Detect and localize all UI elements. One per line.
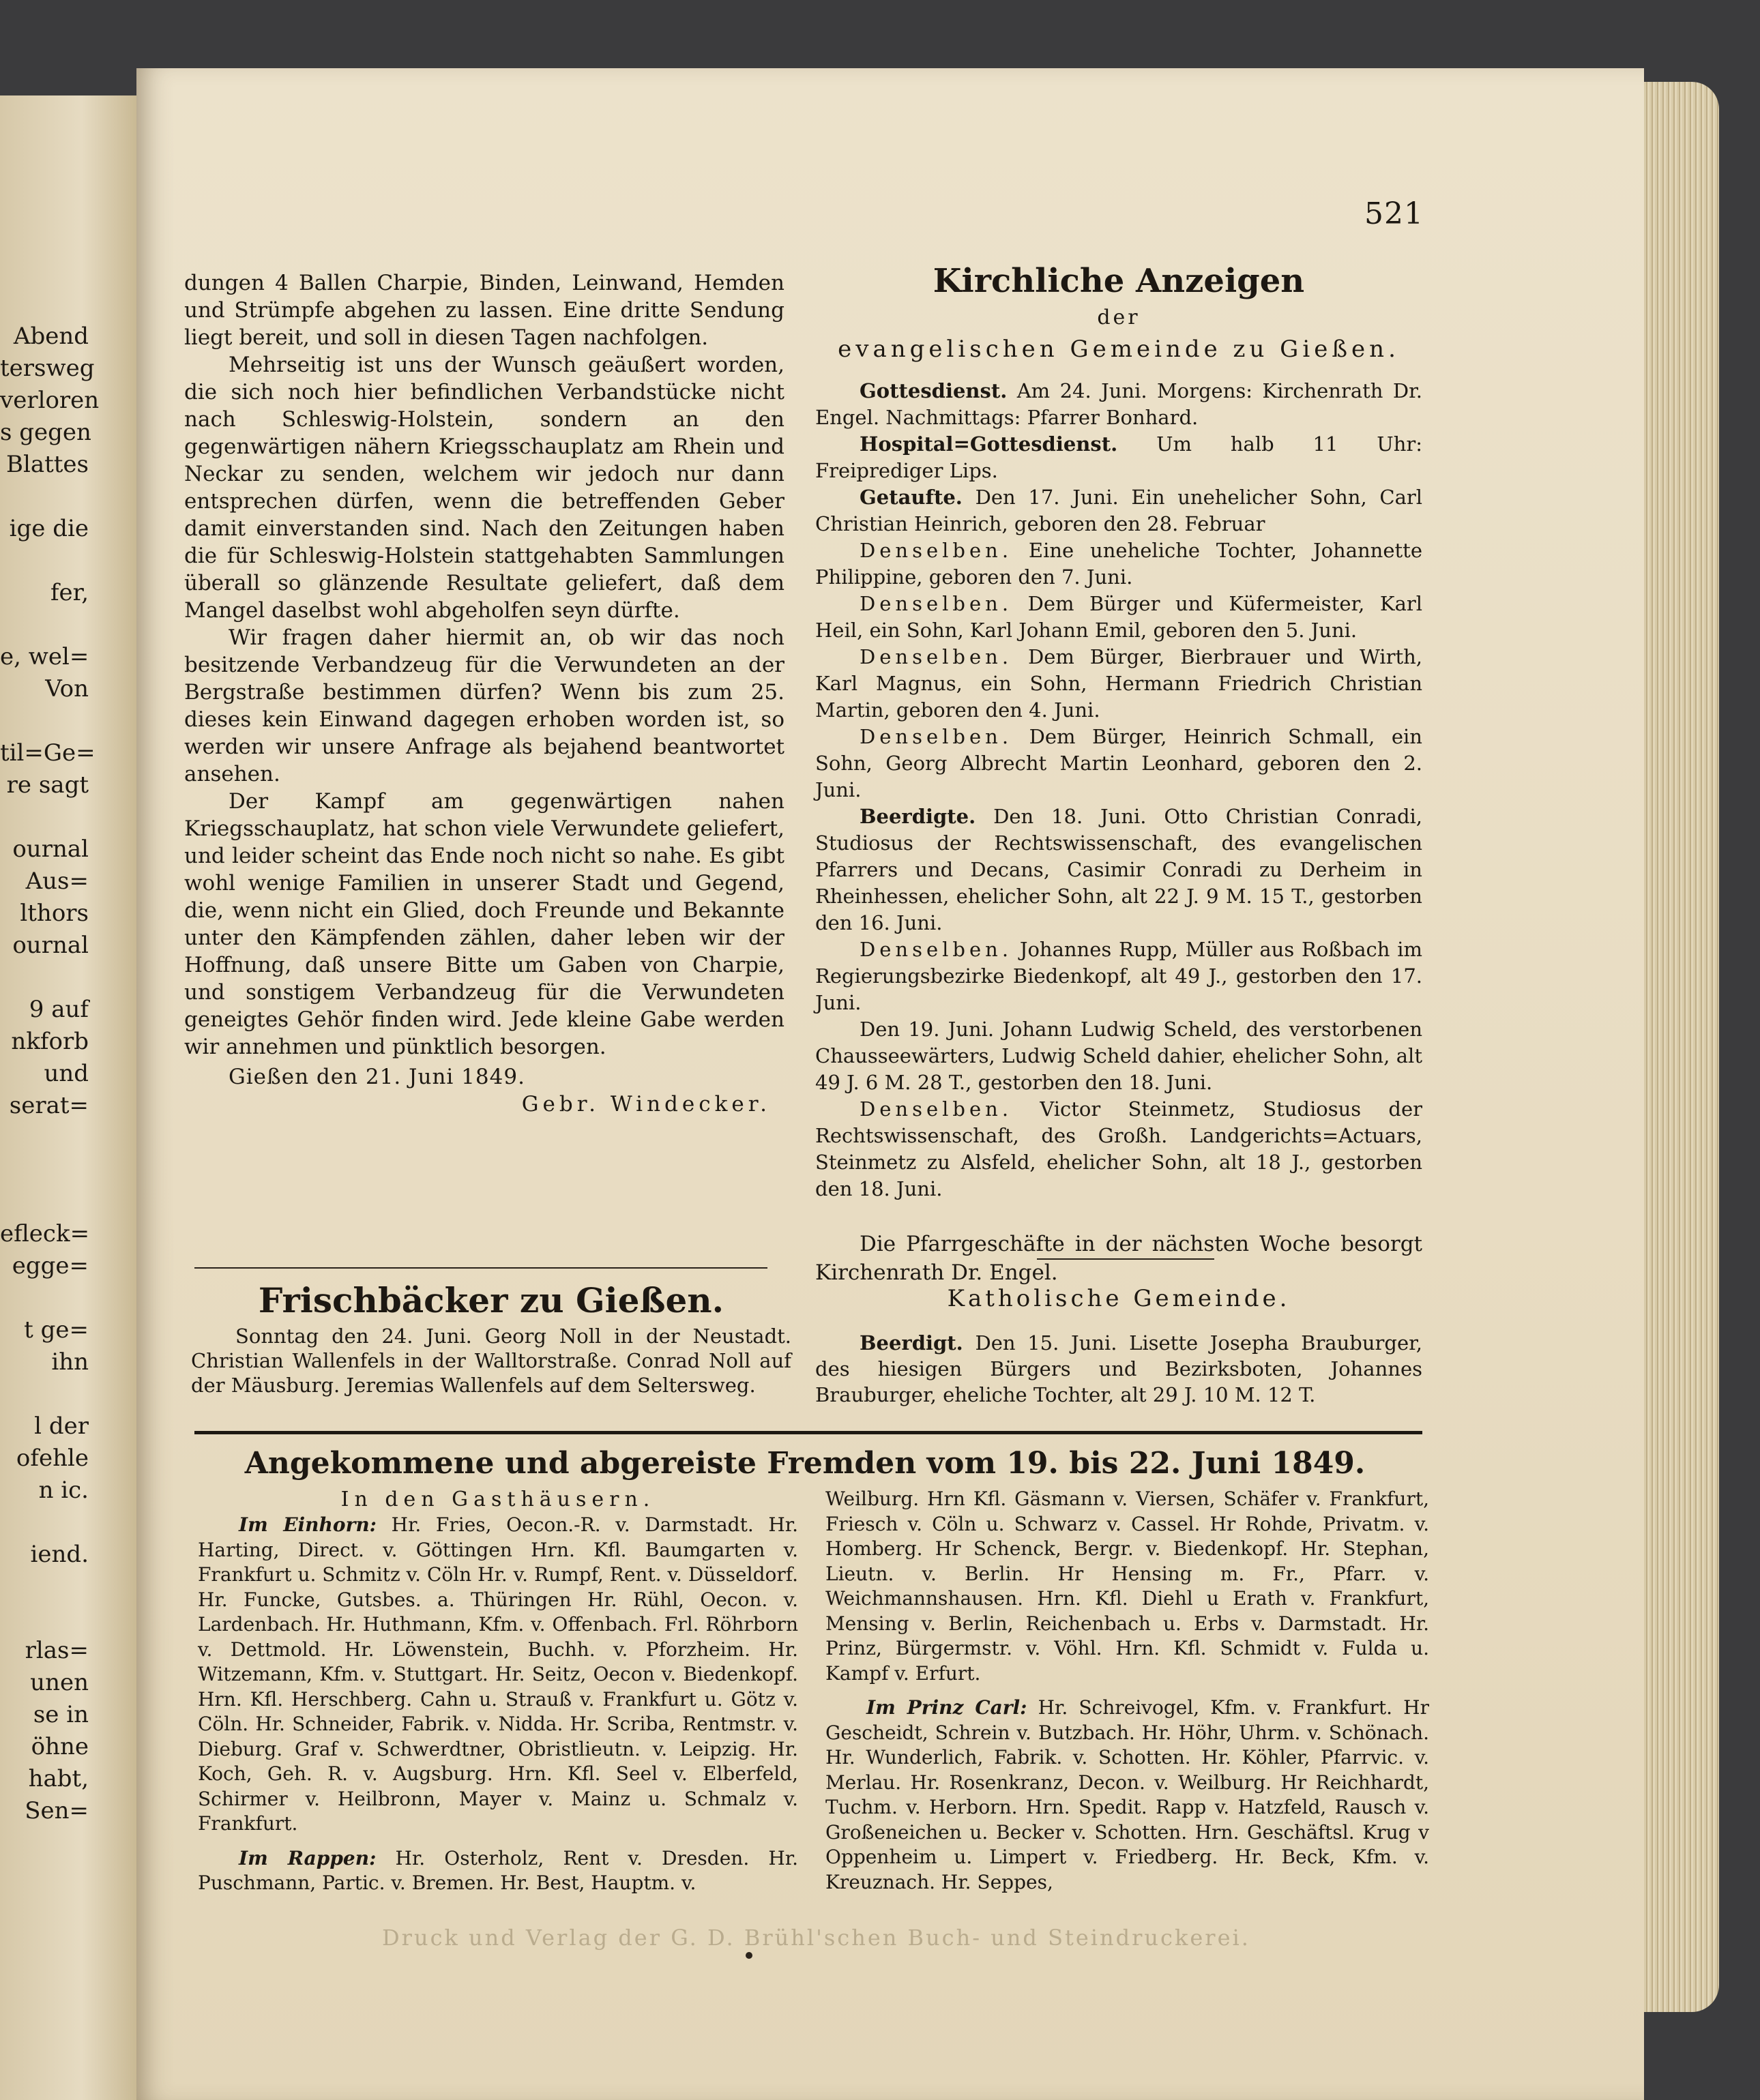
guest-list: Hr. Osterholz, Rent v. Dresden. Hr. Puschmann, Partic. v. Bremen. Hr. Best, Hauptm. v.	[198, 1846, 798, 1894]
guest-list: Weilburg. Hrn Kfl. Gäsmann v. Viersen, Schäfer v. Frankfurt, Friesch v. Cöln u. Schwarz v. Cassel. Hr Rohde, Privatm. v. Homberg. Hr Schenck, Bergr. v. Biedenkopf. Hr. Stephan, Lieutn. v. Berlin. Hr Hensing m. Fr., Pfarr. v. Weichmannshausen. Hrn. Kfl. Diehl u Erath v. Frankfurt, Mensing v. Berlin, Reichenbach u. Erbs v. Darmstadt. Hr. Prinz, Bürgermstr. v. Vöhl. Hrn. Kfl. Schmidt v. Fulda u. Kampf v. Erfurt.	[825, 1488, 1429, 1685]
guest-list: Hr. Schreivogel, Kfm. v. Frankfurt. Hr Gescheidt, Schrein v. Butzbach. Hr. Höhr, Uhrm. v. Schönach. Hr. Wunderlich, Fabrik. v. Schotten. Hr. Köhler, Pfarrvic. v. Merlau. Hr. Rosenkranz, Decon. v. Weilburg. Hr Reichhardt, Tuchm. v. Herborn. Hrn. Spedit. Rapp v. Hatzfeld, Rausch v. Großeneichen u. Becker v. Schotten. Hrn. Geschäftsl. Krug v Oppenheim u. Limpert v. Friedberg. Hr. Beck, Kfm. v. Kreuznach. Hr. Seppes,	[825, 1696, 1429, 1893]
entry-head: Den 19. Juni.	[860, 1018, 995, 1041]
church-entry	[815, 537, 1422, 591]
entry-head: Denselben.	[860, 592, 1013, 615]
entry-text: Den 18. Juni. Otto Christian Conradi, Studiosus der Rechtswissenschaft, des evangelischen Pfarrers und Decans, Casimir Conradi zu Derheim in Rheinhessen, ehelicher Sohn, alt 22 J. 9 M. 15 T., gestorben den 16. Juni.	[815, 805, 1422, 934]
margin-fragment	[0, 1603, 89, 1635]
paragraph: Der Kampf am gegenwärtigen nahen Kriegsschauplatz, hat schon viele Verwundete geliefert, und leider scheint das Ende noch nicht so nahe. Es gibt wohl wenige Familien in unserer Stadt und Gegend, die, wenn nicht ein Glied, doch Freunde und Bekannte unter den Kämpfenden zählen, daher leben wir der Hoffnung, daß unsere Bitte um Gaben von Charpie, und sonstigem Verbandzeug für die Verwundeten geneigtes Gehör finden wird. Jede kleine Gabe werden wir annehmen und pünktlich besorgen.	[184, 789, 784, 1059]
margin-fragment: l der	[34, 1413, 89, 1440]
guest-entry	[825, 1696, 1429, 1895]
entry-text: Johann Ludwig Scheld, des verstorbenen Chausseewärters, Ludwig Scheld dahier, ehelicher Sohn, alt 49 J. 6 M. 28 T., gestorben den 18. Juni.	[815, 1018, 1423, 1094]
previous-page-margin-text	[0, 321, 100, 1827]
entry-text: Am 24. Juni. Morgens: Kirchenrath Dr. Engel. Nachmittags: Pfarrer Bonhard.	[815, 379, 1423, 429]
section-rule	[194, 1431, 1422, 1434]
margin-fragment: ournal	[12, 835, 89, 863]
page-number: 521	[1364, 196, 1424, 231]
divider	[1037, 1258, 1214, 1260]
entry-text: Den 17. Juni. Ein unehelicher Sohn, Carl Christian Heinrich, geboren den 28. Februar	[815, 486, 1422, 535]
entry-head: Getaufte.	[860, 486, 963, 509]
ink-mark	[746, 1952, 752, 1959]
pfarr-notice: Die Pfarrgeschäfte in der nächsten Woche besorgt Kirchenrath Dr. Engel.	[815, 1232, 1422, 1285]
fremden-right-column	[825, 1487, 1429, 1895]
entry-text: Dem Bürger und Küfermeister, Karl Heil, ein Sohn, Karl Johann Emil, geboren den 5. Juni.	[815, 592, 1423, 642]
paragraph: Wir fragen daher hiermit an, ob wir das noch besitzende Verbandzeug für die Verwundeten an der Bergstraße bestimmen dürfen? Wenn bis zum 25. dieses kein Einwand dagegen erhoben worden ist, so werden wir unsere Anfrage als bejahend beantwortet ansehen.	[184, 625, 784, 786]
church-entry	[815, 936, 1422, 1016]
printer-imprint: Druck und Verlag der G. D. Brühl'schen Buch- und Steindruckerei.	[382, 1925, 1250, 1951]
margin-fragment: tersweg	[0, 355, 95, 382]
margin-fragment	[0, 481, 89, 513]
margin-fragment	[0, 545, 89, 577]
left-column	[184, 269, 784, 1118]
signature: Gebr. Windecker.	[521, 1092, 771, 1116]
church-entry	[815, 644, 1422, 724]
fremden-left-column	[198, 1487, 798, 1896]
margin-fragment: egge=	[12, 1252, 89, 1280]
inn-label: Im Prinz Carl:	[866, 1696, 1027, 1719]
katholische-section	[815, 1282, 1422, 1408]
margin-fragment: und	[44, 1060, 89, 1087]
paragraph: dungen 4 Ballen Charpie, Binden, Leinwand, Hemden und Strümpfe abgehen zu lassen. Eine dritte Sendung liegt bereit, und soll in diesen Tagen nachfolgen.	[184, 271, 784, 350]
margin-fragment: Abend	[13, 323, 89, 350]
church-entry	[815, 431, 1422, 484]
church-entry	[815, 591, 1422, 644]
entry-head: Hospital=Gottesdienst.	[860, 432, 1118, 456]
margin-fragment: ofehle	[16, 1445, 89, 1472]
guest-entry	[198, 1513, 798, 1837]
margin-fragment: unen	[30, 1669, 89, 1696]
margin-fragment: rlas=	[25, 1637, 89, 1664]
margin-fragment: fer,	[50, 579, 89, 606]
entry-text: Victor Steinmetz, Studiosus der Rechtswissenschaft, des Großh. Landgerichts=Actuars, Steinmetz zu Alsfeld, ehelicher Sohn, alt 18 J., gestorben den 18. Juni.	[815, 1097, 1422, 1200]
kirchliche-subtitle: evangelischen Gemeinde zu Gießen.	[838, 336, 1400, 363]
entry-text: Dem Bürger, Heinrich Schmall, ein Sohn, Georg Albrecht Martin Leonhard, geboren den 2. Juni.	[815, 725, 1422, 801]
fremden-left-entries	[198, 1513, 798, 1896]
margin-fragment: ournal	[12, 932, 89, 959]
entry-text: Eine uneheliche Tochter, Johannette Philippine, geboren den 7. Juni.	[815, 539, 1422, 589]
guest-list: Hr. Fries, Oecon.-R. v. Darmstadt. Hr. Harting, Direct. v. Göttingen Hrn. Kfl. Baumgarten v. Frankfurt u. Schmitz v. Cöln Hr. v. Rumpf, Rent. v. Düsseldorf. Hr. Funcke, Gutsbes. a. Thüringen Hr. Rühl, Oecon. v. Lardenbach. Hr. Huthmann, Kfm. v. Offenbach. Frl. Röhrborn v. Dettmold. Hr. Löwenstein, Buchh. v. Pforzheim. Hr. Witzemann, Kfm. v. Stuttgart. Hr. Seitz, Oecon v. Biedenkopf. Hrn. Kfl. Herschberg. Cahn u. Strauß v. Frankfurt u. Götz v. Cöln. Hr. Schneider, Fabrik. v. Nidda. Hr. Scriba, Rentmstr. v. Dieburg. Graf v. Schwerdtner, Obristlieutn. v. Leipzig. Hr. Koch, Geh. R. v. Augsburg. Hrn. Kfl. Seel v. Elberfeld, Schirmer v. Heilbronn, Mayer v. Mainz u. Schmalz v. Frankfurt.	[198, 1513, 799, 1835]
paragraph: Mehrseitig ist uns der Wunsch geäußert worden, die sich noch hier befindlichen Verbandstücke nicht nach Schleswig-Holstein, sondern an den gegenwärtigen nähern Kriegsschauplatz am Rhein und Neckar zu senden, welchem wir jedoch nur dann entsprechen dürfen, wenn die betreffenden Geber damit einverstanden sind. Nach den Zeitungen haben die für Schleswig-Holstein stattgehabten Sammlungen überall so glänzende Resultate geliefert, daß dem Mangel daselbst wohl abgeholfen seyn dürfte.	[184, 353, 784, 623]
kirchliche-der: der	[1097, 306, 1141, 329]
church-entry	[815, 1096, 1422, 1202]
fremden-title: Angekommene und abgereiste Fremden vom 19. bis 22. Juni 1849.	[244, 1446, 1366, 1481]
entry-head: Denselben.	[860, 645, 1013, 668]
margin-fragment	[0, 705, 89, 737]
church-entry	[815, 724, 1422, 803]
frischbaecker-text: Sonntag den 24. Juni. Georg Noll in der Neustadt. Christian Wallenfels in der Walltorstraße. Conrad Noll auf der Mäusburg. Jeremias Wallenfels auf dem Seltersweg.	[191, 1325, 791, 1397]
margin-fragment: iend.	[30, 1541, 89, 1568]
margin-fragment: efleck=	[0, 1220, 90, 1247]
margin-fragment: Sen=	[25, 1797, 89, 1824]
church-entry	[815, 803, 1422, 936]
margin-fragment	[0, 801, 89, 833]
margin-fragment	[0, 962, 89, 994]
entry-head: Denselben.	[860, 1097, 1013, 1121]
margin-fragment	[0, 1122, 89, 1154]
margin-fragment	[0, 609, 89, 641]
frischbaecker-title: Frischbäcker zu Gießen.	[258, 1280, 724, 1320]
margin-fragment	[0, 1186, 89, 1218]
katholische-head: Beerdigt.	[860, 1331, 963, 1355]
margin-fragment: n ic.	[38, 1477, 89, 1504]
church-entry	[815, 378, 1422, 431]
margin-fragment	[0, 1282, 89, 1314]
gasthaeuser-heading: In den Gasthäusern.	[340, 1488, 656, 1511]
margin-fragment	[0, 1571, 89, 1603]
margin-fragment: serat=	[9, 1092, 89, 1119]
margin-fragment	[0, 1507, 89, 1539]
margin-fragment: öhne	[31, 1733, 89, 1760]
margin-fragment: 9 auf	[29, 996, 89, 1023]
margin-fragment: Blattes	[5, 451, 89, 478]
margin-fragment	[0, 1154, 89, 1186]
margin-fragment: Von	[45, 675, 89, 703]
page-edges	[1644, 82, 1719, 2012]
guest-entry	[825, 1487, 1429, 1686]
entry-head: Beerdigte.	[860, 805, 976, 828]
margin-fragment: lthors	[20, 900, 89, 927]
margin-fragment: se in	[33, 1701, 89, 1728]
guest-entry	[198, 1846, 798, 1896]
previous-page	[0, 95, 136, 2100]
margin-fragment: habt,	[28, 1765, 89, 1792]
margin-fragment: til=Ge=	[0, 739, 96, 767]
entry-head: Denselben.	[860, 938, 1013, 961]
katholische-entry	[815, 1330, 1422, 1408]
entry-head: Denselben.	[860, 539, 1013, 562]
kirchliche-title: Kirchliche Anzeigen	[933, 262, 1305, 300]
fremden-right-entries	[825, 1487, 1429, 1895]
inn-label: Im Rappen:	[239, 1846, 377, 1869]
margin-fragment: e, wel=	[0, 643, 89, 670]
entry-text: Um halb 11 Uhr: Freiprediger Lips.	[815, 432, 1423, 482]
dateline: Gießen den 21. Juni 1849.	[229, 1065, 525, 1089]
katholische-text: Den 15. Juni. Lisette Josepha Brauburger, des hiesigen Bürgers und Bezirksboten, Johannes Brauburger, eheliche Tochter, alt 29 J. 10 M. 12 T.	[815, 1331, 1422, 1406]
katholische-title: Katholische Gemeinde.	[947, 1285, 1291, 1312]
margin-fragment: ihn	[51, 1348, 89, 1376]
margin-fragment	[0, 1378, 89, 1410]
margin-fragment: verloren	[0, 387, 100, 414]
entry-text: Johannes Rupp, Müller aus Roßbach im Regierungsbezirke Biedenkopf, alt 49 J., gestorben den 17. Juni.	[815, 938, 1422, 1014]
entry-head: Denselben.	[860, 725, 1013, 748]
kirchliche-entries	[815, 378, 1422, 1202]
appeal-text	[184, 269, 784, 1061]
margin-fragment: re sagt	[6, 771, 89, 799]
margin-fragment: t ge=	[24, 1316, 89, 1344]
inn-label: Im Einhorn:	[239, 1513, 377, 1536]
margin-fragment: ige die	[9, 515, 89, 542]
right-column	[815, 259, 1422, 1287]
margin-fragment: s gegen	[0, 419, 91, 446]
church-entry	[815, 1016, 1422, 1096]
frischbaecker-section	[191, 1279, 791, 1397]
church-entry	[815, 484, 1422, 537]
entry-head: Gottesdienst.	[860, 379, 1008, 402]
margin-fragment: nkforb	[11, 1028, 89, 1055]
entry-text: Dem Bürger, Bierbrauer und Wirth, Karl Magnus, ein Sohn, Hermann Friedrich Christian Martin, geboren den 4. Juni.	[815, 645, 1422, 722]
divider	[194, 1267, 767, 1269]
margin-fragment: Aus=	[25, 868, 89, 895]
